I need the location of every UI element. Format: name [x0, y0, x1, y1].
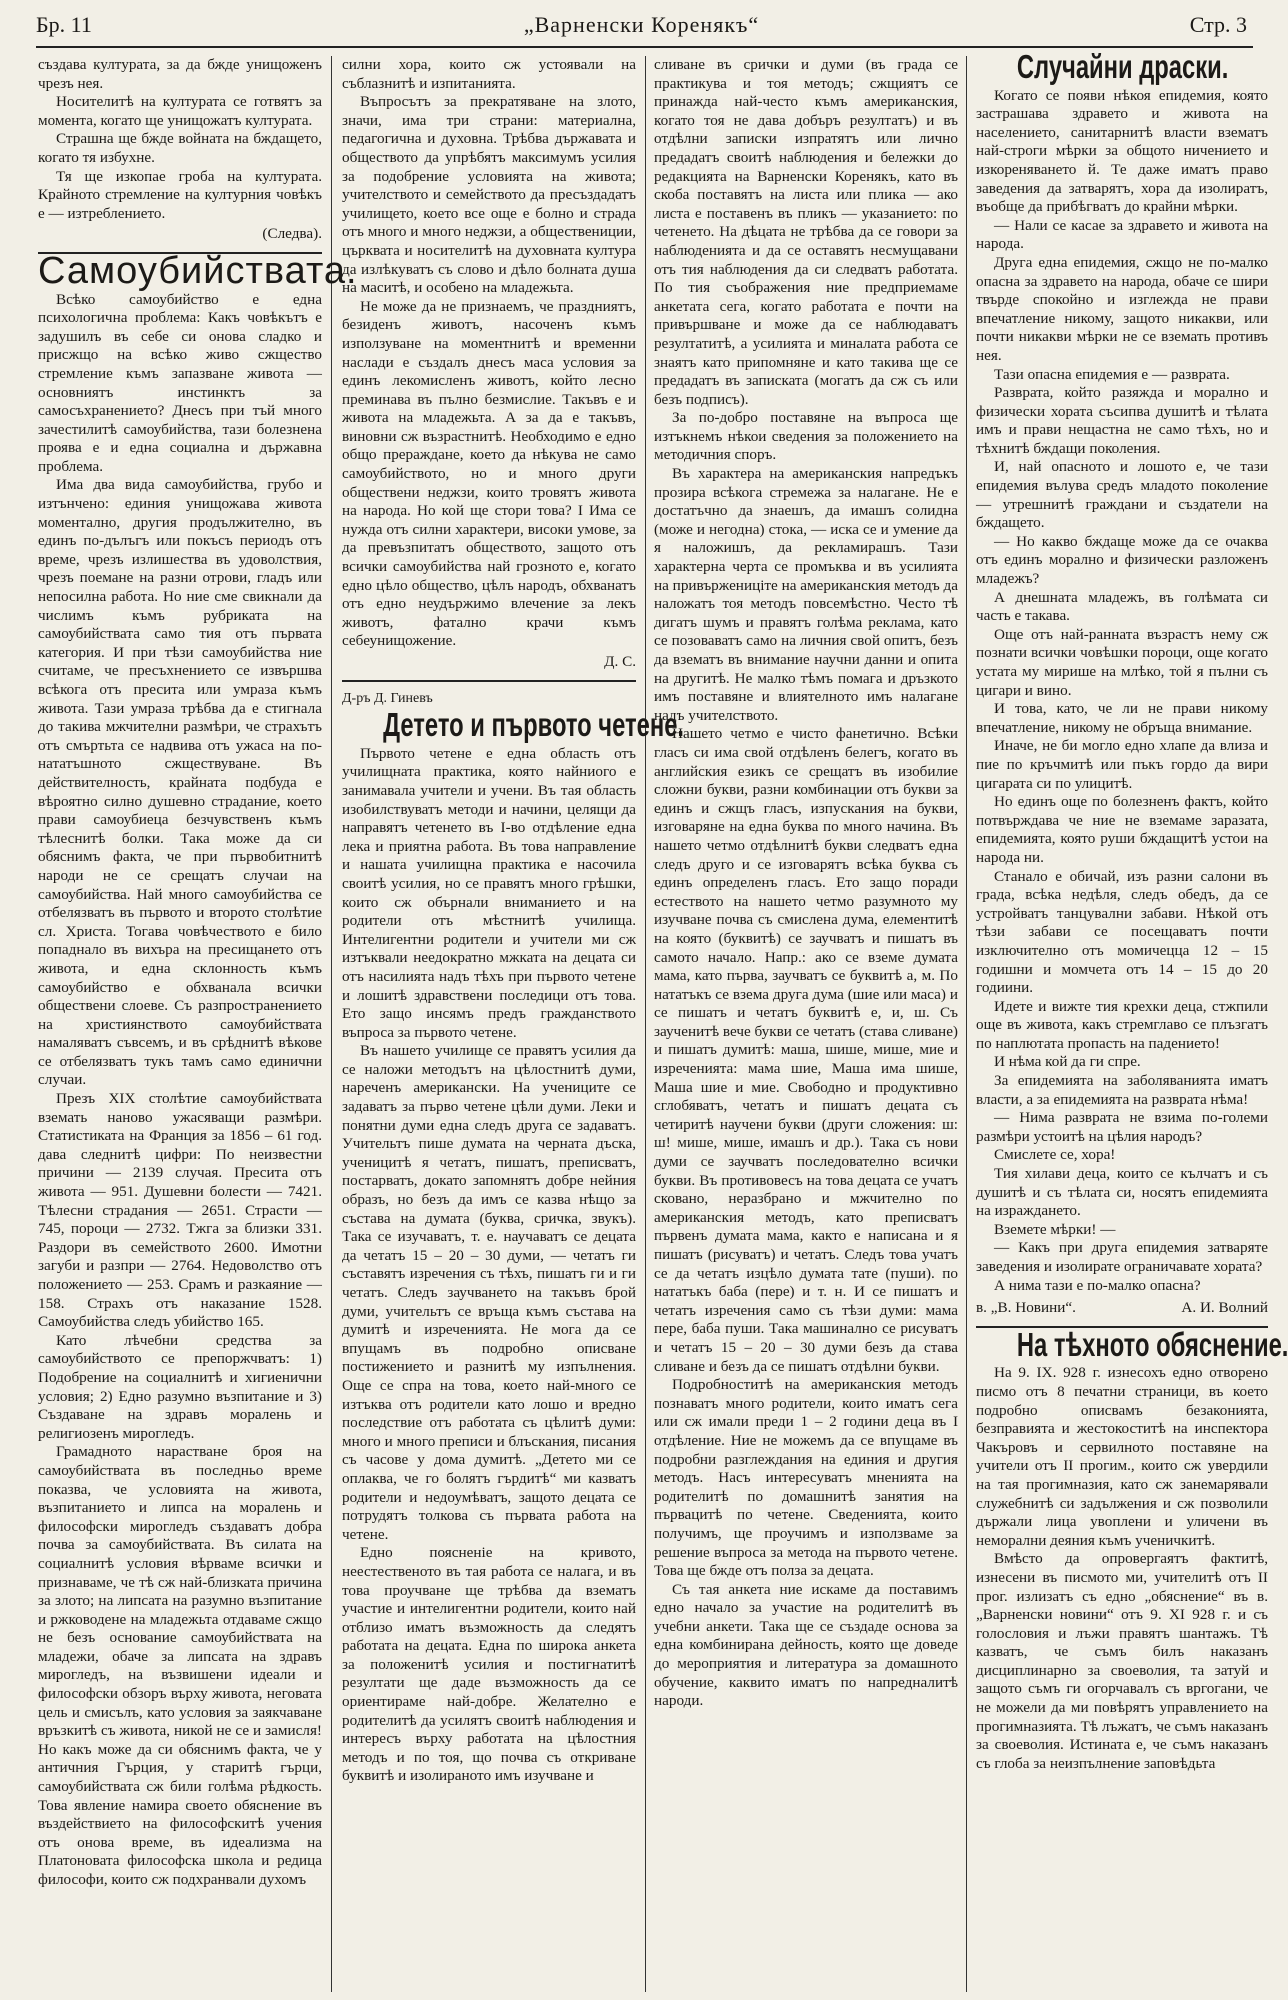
continued-note: (Следва).: [262, 225, 322, 243]
paragraph: А нима тази е по-малко опасна?: [994, 1276, 1201, 1294]
page-header: [36, 12, 1247, 44]
article-author: Д-ръ Д. Гиневъ: [342, 690, 433, 706]
source-newspaper: в. „В. Новини“.: [976, 1299, 1076, 1317]
paragraph: Тия хилави деца, които се кълчатъ и съ душитѣ и съ тѣлата си, носятъ епидемията на израждането.: [976, 1165, 1268, 1220]
paragraph: И нѣма кой да ги спре.: [994, 1053, 1141, 1071]
paragraph: Вземете мѣрки! —: [994, 1220, 1116, 1238]
paragraph: Едно поясненіе на кривото, неестественото въ тая работа се налага, и въ това проучване ще трѣбва да взематъ участие и интелигентни родители, които най отблизо иматъ възможность да следятъ работата на децата. Една по широка анкета за положенитѣ усилия и постигнатитѣ резултати ще даде възможность да се ориентираме най-добре. Желателно е родителитѣ да усилятъ своитѣ наблюдения и интересъ върху работата на цѣлостния методъ и по тоя, що почва съ откриване буквитѣ и изолираното имъ изучване и: [342, 1544, 636, 1785]
paragraph: Въ нашето училище се правятъ усилия да се наложи методътъ на цѣлостнитѣ думи, нареченъ американски. На учениците се задаватъ за първо четене цѣли думи. Леки и понятни думи една следъ друга се задаватъ. Учительтъ пише думата на черната дъска, ученицитѣ я четатъ, пишатъ, преписватъ, постарватъ, докато запомнятъ добре нейния образъ, но безъ да имъ се казва нѣщо за състава на думата (буква, сричка, звукъ). Така се изучаватъ, т. е. научаватъ се децата да четатъ 15 – 20 – 30 думи, — четатъ ги съставятъ изречения съ тѣхъ, пишатъ ги и ги четатъ. Следъ заучването на такъвъ брой думи, учительтъ се връща къмъ състава на думитѣ и изреченията. Не мога да се впущамъ въ подробно описване постижението и разнитѣ му изпълнения. Още се спра на това, което най-много се изтъква отъ родители като лошо и вредно последствие отъ работата съ цѣлитѣ думи: много и много преписи и блъскания, писания съ часове у дома думитѣ. „Детето ми се оплаква, че го болятъ гърдитѣ“ ми казватъ родители и недоумѣватъ, защото децата се потрудятъ толкова съ първата работа на четене.: [342, 1042, 636, 1543]
section-rule: [342, 680, 636, 682]
paragraph: Въ характера на американския напредъкъ прозира всѣкога стремежа за налагане. Не е достатъчно да знаешъ, да имашъ солидна (може и негодна) стока, — иска се и умение да я наложишъ, да рекламирашъ. Тази характерна черта се промъква и въ усилията на привържениціте на американския методъ да наложатъ тоя методъ повсемѣстно. Често тѣ дигатъ шумъ и правятъ голѣма реклама, като се позоваватъ само на личния свой опитъ, безъ да взематъ въ внимание научни данни и опита на другитѣ. Не малко тѣмъ помага и дръзкото имъ поставяне и влиятелното имъ налагане надъ учителството.: [654, 465, 958, 724]
paragraph: Подробноститѣ на американския методъ познаватъ много родители, които иматъ сега или сж имали преди 1 – 2 години деца въ I отдѣление. Ние не можемъ да се впущаме въ подробни разглеждания на единия и другия методъ. Насъ интересуватъ мненията на родителитѣ по домашнитѣ занятия на първацитѣ по четене. Сведенията, които получимъ, ще проучимъ и използваме за решение въпроса за метода на първото четене. Това ще бжде отъ полза за децата.: [654, 1376, 958, 1580]
byline: [976, 1299, 1268, 1318]
paragraph: Страшна ще бжде войната на бждащето, когато тя избухне.: [38, 130, 322, 166]
paragraph: Тази опасна епидемия е — разврата.: [994, 365, 1230, 383]
paragraph: Станало е обичай, изъ разни салони въ града, всѣка недѣля, следъ обедъ, да се устройватъ танцувални забави. Нѣкой отъ тѣзи забави се посещаватъ почти изключително отъ момичецца 12 – 15 годишни и момчета отъ 14 – 15 до 20 годиини.: [976, 867, 1268, 997]
paragraph: — Какъ при друга епидемия затваряте заведения и изолирате ограничавате хората?: [976, 1239, 1268, 1275]
newspaper-title: „Варненски Коренякъ“: [523, 12, 760, 37]
column-3: [654, 56, 958, 1996]
paragraph: За епидемията на заболяванията иматъ власти, а за епидемията на разврата нѣма!: [976, 1072, 1268, 1108]
paragraph: А днешната младежъ, въ голѣмата си часть е такава.: [976, 588, 1268, 625]
article-heading-random-sketches: Случайни драски.: [1016, 48, 1229, 85]
column-1: [38, 56, 358, 1996]
paragraph: — Нали се касае за здравето и живота на народа.: [976, 216, 1268, 253]
article-heading-their-explanation: На тѣхното обяснение.: [1016, 1325, 1288, 1363]
paragraph: създава културата, за да бжде унищоженъ чрезъ нея.: [38, 56, 322, 92]
paragraph: Тя ще изкопае гроба на културата. Крайното стремление на културния човѣкъ е — изтреблението.: [38, 167, 322, 222]
page-number: Стр. 3: [1189, 12, 1247, 37]
paragraph: И, най опасното и лошото е, че тази епидемия вълува средъ младото поколение — утрешнитѣ граждани и създатели на бждащето.: [976, 458, 1268, 532]
paragraph: — Но какво бждаще може да се очаква отъ единъ морално и физически разложенъ младежъ?: [976, 532, 1268, 588]
article-author: А. И. Волний: [1181, 1299, 1268, 1317]
column-divider: [966, 56, 967, 1992]
paragraph: Първото четене е една область отъ училищната практика, която найниого е занимавала учители и учени. Въ тая область изобилствуватъ методи и начини, целящи да направятъ четенето въ I-во отдѣление една лека и приятна работа. Въ това направление и нашата училищна практика е насочила своитѣ усилия, но се правятъ много грѣшки, които сж обърнали вниманието и на родители отъ мѣстнитѣ училища. Интелигентни родители и учители ми сж изтъквали неедократно мжката на децата си отъ насилията надъ тѣхъ при първото четене и лошитѣ здравствени последици отъ това. Ето защо инсямъ предъ гражданството въпроса за първото четене.: [342, 744, 636, 1041]
paragraph: Има два вида самоубийства, грубо и изтънчено: единия унищожава живота моментално, другия продължително, въ единъ по-дълъгъ или покъсъ периодъ отъ време, чрезъ излишества въ удоволствия, чрезъ поемане на разни отрови, гладъ или непосилна работа. Но ние сме свикнали да числимъ къмъ рубриката на самоубийствата само тия отъ първата категория. И при тѣзи самоубийства ние считаме, че пресъхнението се извършва всѣкога отъ пресита или умраза къмъ живота. Тази умраза трѣбва да е стигнала до такива мжчителни размѣри, че страхътъ отъ смъртьта се надвива отъ ужаса на по-нататъшното сжществуване. Въ действителность, крайната подбуда е вѣроятно силно душевно страдание, което прави самоубиеца безчувственъ къмъ тѣлеснитѣ болки. Така може да си обяснимъ факта, че при първобитнитѣ народи не се срещатъ случаи на самоубийства. Най много самоубийства се отбелязватъ въ първото и второто столѣтие сл. Христа. Тогава човѣчеството е било попаднало въ вихъра на пресищането отъ живота, и една склонность къмъ самоубийство е обхванала всички обществени слоеве. Съ разпространението на християнството самоубийствата намаляватъ съвсемъ, и въ срѣднитѣ вѣкове се отбелязватъ тукъ тамъ само единични случаи.: [38, 476, 322, 1089]
paragraph: Всѣко самоубийство е една психологична проблема: Какъ човѣкътъ е задушилъ въ себе си онова сладко и присжщо на всѣко живо сжщество стремление къмъ запазване живота — основниятъ инстинктъ за самосъхранението? Днесъ при тъй много зачестилитѣ самоубийства, тази болезнена проява е и една социална и държавна проблема.: [38, 290, 322, 475]
paragraph: И това, като, че ли не прави никому впечатление, никому не обръща внимание.: [976, 700, 1268, 736]
paragraph: Идете и вижте тия крехки деца, стжпили още въ живота, какъ стремглаво се плъзгатъ по наплютата пропасть на падението!: [976, 997, 1268, 1052]
paragraph: Не може да не признаемъ, че праздниятъ, безиденъ животъ, насоченъ къмъ използуване на моментнитѣ и временни наслади е създалъ днесъ маса условия за единъ лекомисленъ животъ, който лесно преминава въ пълно безмислие. Такъвъ е и живота на младежьта. А за да е такъвъ, виновни сж възрастнитѣ. Необходимо е едно общо преражданe, което да нѣкува не само самоубийството, но и много други обществени неджзи, които тровятъ живота на народа. Но кой ще стори това? I Има се нужда отъ силни характери, високи умове, за да превъзпитатъ обществото, защото отъ всички самоубийства най грозното е, когато едно цѣло общество, цѣлъ народъ, обхванатъ отъ едно неудържимо влечение за лекъ животъ, фатално крачи къмъ себеунищожение.: [342, 297, 636, 650]
issue-number: Бр. 11: [36, 12, 92, 37]
column-2: [342, 56, 685, 1996]
paragraph: Като лѣчебни средства за самоубийството се препоржчватъ: 1) Подобрение на социалнитѣ и хигиенични условия; 2) Едно разумно възпитание и 3) Създаване на здравъ моралень и религиозенъ мирогледъ.: [38, 1331, 322, 1442]
paragraph: Когато се появи нѣкоя епидемия, която застрашава здравето и живота на населението, санитарнитѣ власти взематъ най-строги мѣрки за общото ничението и изкореняването й. Те даже иматъ право заведения да затварятъ, хора да изолиратъ, въобще да прибѣгватъ до крайни мѣрки.: [976, 86, 1268, 216]
paragraph: Друга една епидемия, сжщо не по-малко опасна за здравето на народа, обаче се шири твърде спокойно и изглежда не прави впечатление никому, защото никакви, или почти никакви мѣрки не се вземать противъ нея.: [976, 253, 1268, 364]
paragraph: Въпросътъ за прекратяване на злото, значи, има три страни: материална, педагогична и духовна. Трѣбва държавата и обществото да упрѣбятъ максимумъ усилия за подобрение условията на живота; учителството и семейството да пресъздадатъ училището, което все още е болно и страда отъ много и много неджзи, а обществениции, църквата и носителитѣ на духовната култура да излѣкуватъ съ слово и дѣло болната душа на маситѣ, и особено на младежьта.: [342, 93, 636, 297]
column-4: [976, 48, 1288, 1996]
paragraph: Още отъ най-ранната възрастъ нему сж познати всички човѣшки пороци, още когато устата му мирише на млѣко, той я пълни съ цигари и вино.: [976, 625, 1268, 699]
paragraph: сливане въ срички и думи (въ града се практикува и тоя методъ; сжщиятъ се принажда най-често къмъ американския, когато тоя не дава добъръ резултатъ) и въ отдѣлни записки изпратятъ или лично предадатъ своитѣ наблюдения и бележки до редакцията на Варненски Коренякъ, като въ скоба поставятъ на листа или плика — ако листа е поставенъ въ пликъ — указанието: по четенето. На дѣцата не трѣбва да се говори за наблюденията и да се оставятъ несмущавани отъ тия наблюдения да си следватъ работата. По тия съображения ние предприемаме анкетата сега, когато работата е почти на привършване и може да се наблюдаватъ резултатитѣ, а усилията и миналата работа се знаятъ като припомняне и като такива ще се предадатъ въ записката (могатъ да сж съ или безъ подписъ).: [654, 56, 958, 408]
paragraph: Вмѣсто да опровергаятъ фактитѣ, изнесени въ писмото ми, учителитѣ отъ II прог. излизатъ съ едно „обяснение“ въ в. „Варненски новини“ отъ 9. XI 928 г. и съ голословия и лъжи правятъ шантажъ. Тѣ казватъ, че съмъ билъ наказанъ дисциплинарно за своеволия, та затуй и защото съмъ ги огорчавалъ съ вргогани, че не можели да ми повѣрятъ управлението на прогимназията. Тѣ лъжатъ, че съмъ наказанъ за своеволия. Истината е, че съмъ наказанъ съ глоба за неизпълнение заповѣдьта: [976, 1550, 1268, 1772]
paragraph: Иначе, не би могло едно хлапе да влиза и пие по кръчмитѣ или пъкъ гордо да вири цигарата си по улицитѣ.: [976, 737, 1268, 792]
paragraph: На 9. IX. 928 г. изнесохъ едно отворено писмо отъ 8 печатни страници, въ което подробно описвамъ безаконията, безправията и жестокоститѣ на инспектора Чакъровъ и сервилното поставяне на учители отъ II прогим., които сж увердили на тая прогимназия, като сж занемарявали служебнитѣ си задължения и сж позволили държали лица увоплени и уличени въ неморални деяния къмъ ученичкитѣ.: [976, 1364, 1268, 1549]
column-divider: [645, 56, 646, 1992]
paragraph: Развратa, който разяжда и морално и физически хората съсипва душитѣ и тѣлата имъ и прави нещастна не само тѣхъ, но и тѣхнитѣ бждащи поколения.: [976, 384, 1268, 457]
paragraph: Но единъ още по болезненъ фактъ, който потвърждава че ние не вземаме заразата, епидемията, която руши бждащитѣ устои на народа ни.: [976, 793, 1268, 866]
article-signature: Д. С.: [604, 653, 636, 670]
paragraph: Грамадното нарастване броя на самоубийствата въ последньо време показва, че условията на живота, възпитанието и липса на моралень и философски мирогледъ създаватъ добра почва за самоубийствата. Въ силата на социалнитѣ условия вѣрваме всички и признаваме, че тѣ сж най-близката причина за злото; на липсата на разумно възпитание и ржководене на младежьта отдаваме сжщо не безъ основание самоубийствата на младежи, обаче за липсата на здравъ мирогледъ, на възвишени идеали и философски обзоръ върху живота, неговата цель и смисълъ, като условия за заякчаване връзкитѣ съ живота, никой не се и замисля! Но какъ може да си обяснимъ факта, че у античния Гърция, у старитѣ гърци, самоубийствата сж били голѣма рѣдкость. Това явление намира своето обяснение въ въздействието на философскитѣ учения отъ онова време, въ идеализма на Платоновата философска школа и редица философи, които сж подхранвали духомъ: [38, 1443, 322, 1888]
paragraph: силни хора, които сж устоявали на съблазнитѣ и изпитанията.: [342, 56, 636, 92]
article-heading-suicides: Самоубийствата.: [38, 249, 358, 292]
article-heading-first-reading: Детето и първото четене.: [383, 706, 685, 744]
column-divider: [331, 56, 332, 1992]
paragraph: — Нима развратa не взима по-големи размѣри устоитѣ на цѣлия народъ?: [976, 1109, 1268, 1145]
paragraph: За по-добро поставяне на въпроса ще изтъкнемъ нѣкои сведения за положението на методичния споръ.: [654, 409, 958, 464]
paragraph: Носителитѣ на културата се готвятъ за момента, когато ще унищожатъ културата.: [38, 93, 322, 129]
paragraph: Презъ XIX столѣтие самоубийствата вземать наново ужасяващи размѣри. Статистиката на Франция за 1856 – 61 год. дава следнитѣ цифри: По неизвестни причини — 2139 случая. Пресита отъ живота — 951. Душевни болести — 7421. Тѣлесни страдания — 2651. Страсти — 745, пороци — 2732. Тжга за близки 331. Раздори въ семейството 2600. Имотни загуби и разпри — 2764. Недоволство отъ положението — 253. Срамъ и разкаяние — 158. Страхъ отъ наказание 1528. Самоубийства следъ убийство 165.: [38, 1090, 322, 1331]
paragraph: Нашето четмо е чисто фанетично. Всѣки гласъ си има свой отдѣленъ белегъ, когато въ английския езикъ се срещатъ въ изобилие сложни букви, разни комбинации отъ букви за единъ и сжщъ гласъ, изпускания на букви, изговаряне на една буква по много начина. Въ нашето четмо отдѣлнитѣ букви следватъ една следъ друго и се изговарятъ всѣка буква съ единъ определенъ гласъ. Ето защо поради естеството на нашето четмо разумното му изучване почва съ смислена дума, елементитѣ на която (буквитѣ) се заучватъ и пишатъ въ самото начало. Напр.: ако се вземе думата мама, като първа, заучватъ се буквитѣ а, м. По нататъкъ се взема друга дума (шие или маса) и се пишатъ и четатъ буквитѣ е, и, ш. Съ заученитѣ вече букви се четатъ (става сливане) и пишатъ думитѣ: маша, шише, мише, мие и изреченията: мама шие, Маша има шише, Маша шие и мие. Свободно и продуктивно сглобяватъ, четатъ и пишатъ децата съ четиритѣ научени букви (други сложения: ш: ш! мише, мише, имашъ и др.). Така съ нови думи се заучватъ последователно всички букви. Въ противовесъ на това децата се учатъ сковано, неразбрано и мжчително по американския методъ, като преписватъ първенъ думата мама, както е написана и я пишатъ (рисуватъ) и четатъ. Следъ това учатъ се да четатъ изцѣло думата тате (пуши). по нататъкъ баба (пере) и т. н. И се пишатъ и четатъ изречения само съ тѣзи думи: мама пере, баба пуши. Така машинално се рисуватъ и четатъ 15 – 20 – 30 думи безъ да става сливане и безъ да се пишатъ отдѣлни букви.: [654, 725, 958, 1375]
paragraph: Смислете се, хора!: [994, 1146, 1116, 1164]
paragraph: Съ тая анкета ние искаме да поставимъ едно начало за участие на родителитѣ въ учебни анкети. Така ще се създаде основа за една комбинирана дейность, която ще доведе до мероприятия и литература за домашното обучение, каквито иматъ по напредналитѣ народи.: [654, 1580, 958, 1710]
